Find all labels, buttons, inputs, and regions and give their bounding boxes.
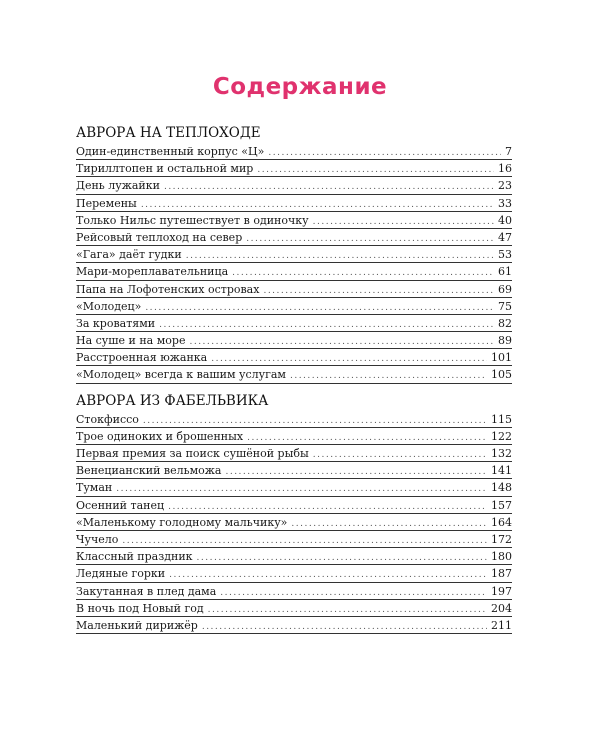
entry-title: Первая премия за поиск сушёной рыбы [76, 447, 309, 460]
entry-title: «Маленькому голодному мальчику» [76, 515, 288, 529]
entry-page-number: 180 [491, 550, 512, 564]
toc-entry[interactable] [76, 565, 512, 582]
entry-title: Чучело [76, 532, 119, 546]
entry-page-number: 23 [498, 179, 512, 193]
dot-leader [145, 300, 494, 317]
entry-page-number: 172 [491, 532, 512, 546]
toc-entry[interactable] [76, 617, 512, 634]
entry-title: Тириллтопен и остальной мир [76, 162, 254, 176]
toc-entry[interactable] [76, 195, 512, 212]
toc-entry[interactable] [76, 548, 512, 565]
toc-entry[interactable] [76, 212, 512, 229]
dot-leader [313, 447, 487, 464]
entry-title: Ледяные горки [76, 567, 166, 581]
toc-entry[interactable] [76, 315, 512, 332]
entry-page-number: 89 [498, 334, 512, 348]
entry-page-number: 75 [498, 299, 512, 313]
dot-leader [225, 464, 487, 481]
toc-entry[interactable] [76, 263, 512, 280]
toc-entry[interactable] [76, 177, 512, 194]
toc-entry[interactable] [76, 349, 512, 366]
dot-leader [208, 602, 487, 619]
entry-page-number: 40 [498, 213, 512, 227]
entry-page-number: 53 [498, 248, 512, 262]
dot-leader [159, 317, 494, 334]
entry-title: В ночь под Новый год [76, 601, 204, 615]
entry-title: За кроватями [76, 316, 156, 330]
table-of-contents [76, 124, 512, 642]
entry-title: Осенний танец [76, 498, 165, 512]
entry-page-number: 164 [491, 515, 512, 529]
toc-entry[interactable] [76, 531, 512, 548]
toc-entry[interactable] [76, 445, 512, 462]
entry-page-number: 132 [491, 447, 512, 460]
toc-part [76, 124, 512, 384]
dot-leader [189, 334, 494, 351]
dot-leader [290, 368, 487, 385]
toc-entry[interactable] [76, 479, 512, 496]
toc-entry[interactable] [76, 428, 512, 445]
entry-page-number: 82 [498, 316, 512, 330]
entry-page-number: 157 [491, 498, 512, 512]
dot-leader [291, 516, 487, 533]
toc-entry[interactable] [76, 229, 512, 246]
toc-entry[interactable] [76, 411, 512, 428]
entry-page-number: 115 [491, 412, 512, 426]
part-heading: АВРОРА ИЗ ФАБЕЛЬВИКА [76, 392, 269, 409]
entry-title: На суше и на море [76, 334, 186, 348]
entry-title: День лужайки [76, 179, 160, 193]
entry-page-number: 61 [498, 265, 512, 279]
entry-page-number: 148 [491, 481, 512, 495]
entry-title: «Молодец» всегда к вашим услугам [76, 368, 286, 382]
entry-page-number: 69 [498, 282, 512, 296]
dot-leader [246, 231, 494, 248]
entry-title: Классный праздник [76, 550, 193, 564]
toc-entry[interactable] [76, 514, 512, 531]
part-heading: АВРОРА НА ТЕПЛОХОДЕ [76, 125, 261, 141]
entry-title: Туман [76, 481, 113, 495]
dot-leader [263, 283, 494, 300]
entry-title: Закутанная в плед дама [76, 584, 217, 598]
toc-entry[interactable] [76, 281, 512, 298]
dot-leader [313, 214, 494, 231]
page-title: Содержание [212, 74, 388, 100]
entry-title: Мари-мореплавательница [76, 265, 229, 279]
entry-page-number: 141 [491, 464, 512, 478]
entry-title: Рейсовый теплоход на север [76, 230, 243, 244]
entry-page-number: 16 [498, 162, 512, 176]
entry-title: Расстроенная южанка [76, 351, 208, 365]
entry-page-number: 105 [491, 368, 512, 382]
dot-leader [116, 481, 487, 498]
entry-title: Маленький дирижёр [76, 618, 198, 632]
toc-entry[interactable] [76, 366, 512, 383]
toc-entry[interactable] [76, 160, 512, 177]
toc-entry[interactable] [76, 600, 512, 617]
toc-entry[interactable] [76, 298, 512, 315]
entry-page-number: 187 [491, 567, 512, 581]
toc-entry[interactable] [76, 246, 512, 263]
entry-title: Стокфиссо [76, 412, 139, 426]
entry-title: Венецианский вельможа [76, 464, 222, 478]
entry-title: Только Нильс путешествует в одиночку [76, 213, 309, 227]
entry-page-number: 122 [491, 429, 512, 443]
entry-page-number: 211 [491, 618, 512, 632]
dot-leader [220, 585, 487, 602]
entry-page-number: 101 [491, 351, 512, 365]
entry-title: Папа на Лофотенских островах [76, 282, 260, 296]
entry-page-number: 33 [498, 196, 512, 210]
dot-leader [197, 550, 487, 567]
entry-page-number: 204 [491, 601, 512, 615]
toc-entry[interactable] [76, 143, 512, 160]
entry-title: «Молодец» [76, 299, 142, 313]
entry-title: Перемены [76, 196, 137, 210]
entry-page-number: 7 [505, 145, 512, 158]
toc-entry[interactable] [76, 462, 512, 479]
dot-leader [257, 162, 494, 179]
entry-title: Трое одиноких и брошенных [76, 429, 244, 443]
toc-entry[interactable] [76, 583, 512, 600]
entry-page-number: 197 [491, 584, 512, 598]
entry-title: «Гага» даёт гудки [76, 248, 182, 262]
dot-leader [164, 179, 494, 196]
entry-title: Один-единственный корпус «Ц» [76, 145, 265, 158]
toc-entry[interactable] [76, 332, 512, 349]
dot-leader [232, 265, 494, 282]
dot-leader [268, 145, 501, 162]
toc-part [76, 392, 512, 634]
dot-leader [202, 619, 487, 636]
entry-page-number: 47 [498, 230, 512, 244]
toc-entry[interactable] [76, 497, 512, 514]
